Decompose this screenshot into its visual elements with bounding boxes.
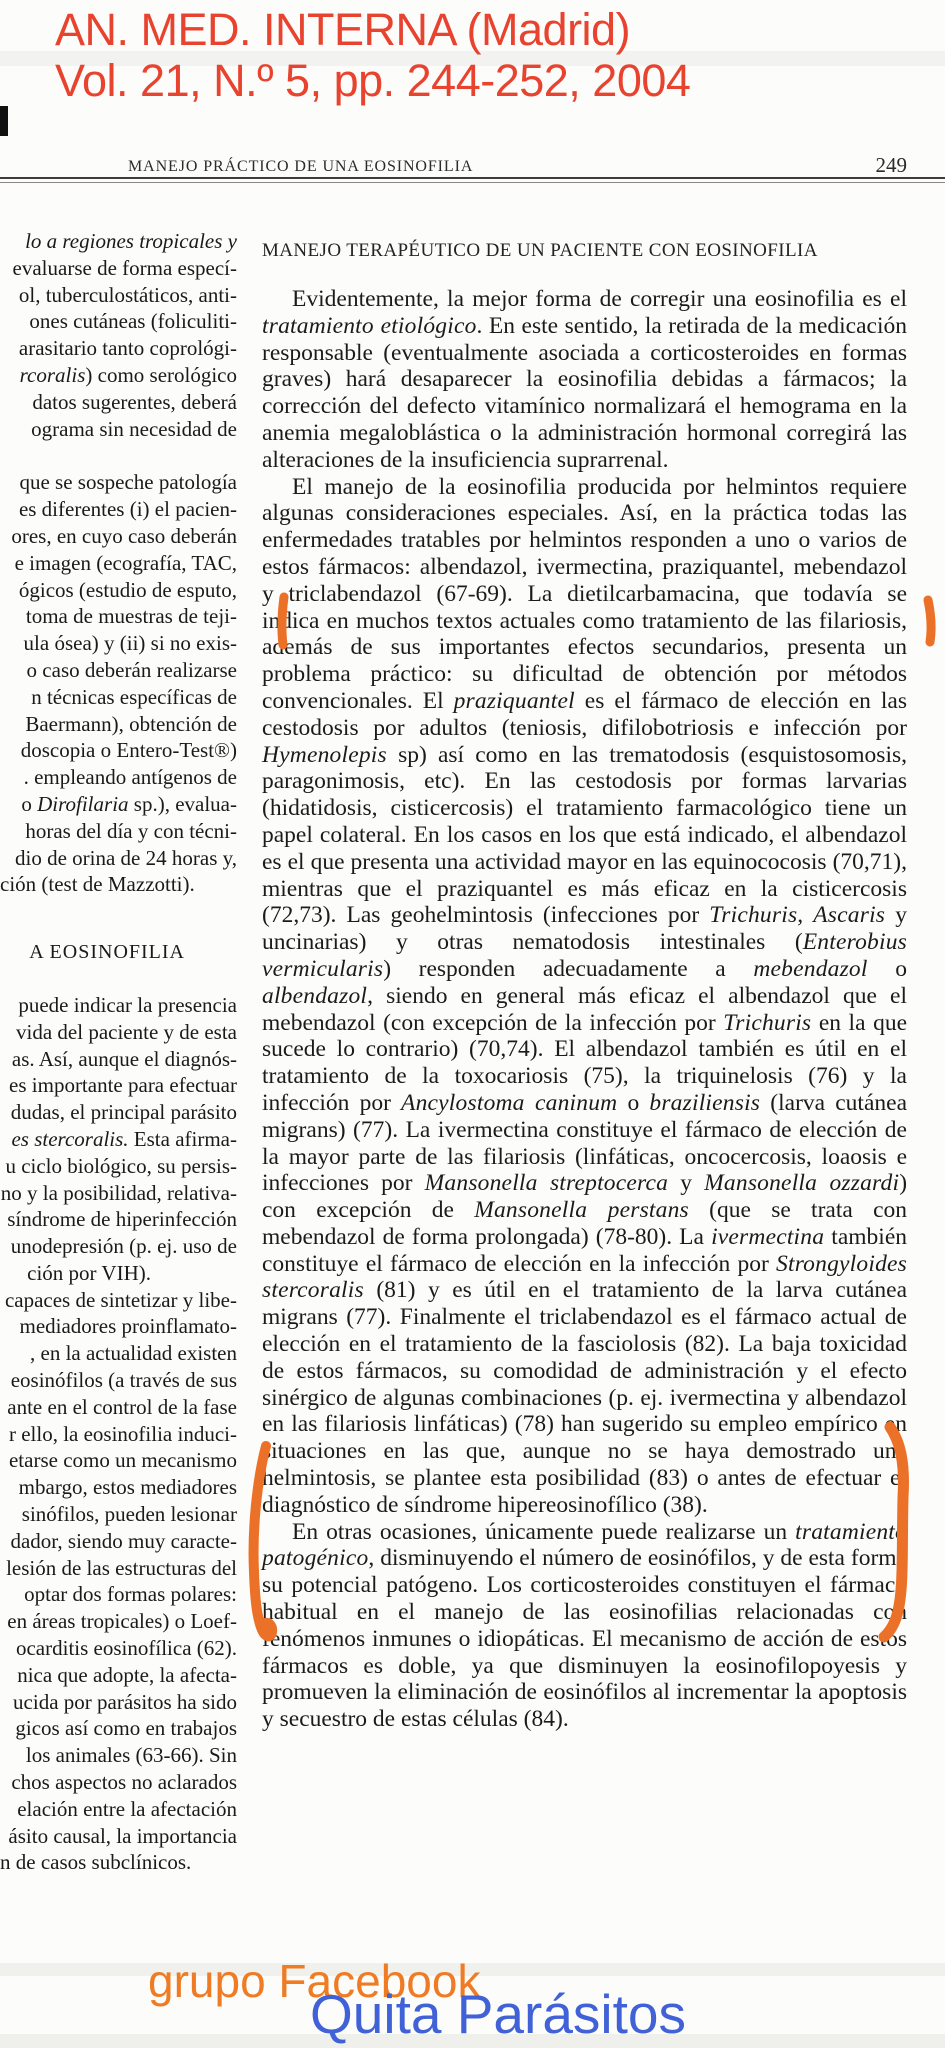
- italic-text: ivermectina: [711, 1223, 825, 1250]
- clipped-line: [0, 1313, 237, 1340]
- clipped-line: [0, 1662, 237, 1689]
- italic-text: praziquantel: [453, 687, 575, 714]
- italic-text: lo a regiones tropicales y: [25, 229, 237, 253]
- text-run: o: [867, 955, 907, 982]
- text-run: doscopia o Entero-Test®): [20, 738, 237, 763]
- clipped-line: [0, 1581, 237, 1608]
- text-run: chos aspectos no aclarados: [11, 1770, 237, 1795]
- text-run: unodepresión (p. ej. uso de: [10, 1234, 237, 1259]
- clipped-line: [0, 657, 237, 684]
- text-run: as. Así, aunque el diagnós-: [11, 1046, 237, 1071]
- text-run: ógicos (estudio de esputo,: [18, 577, 237, 602]
- running-title: MANEJO PRÁCTICO DE UNA EOSINOFILIA: [128, 158, 474, 175]
- text-run: ocarditis eosinofílica (62).: [15, 1636, 237, 1661]
- text-run: dador, siendo muy caracte-: [10, 1528, 237, 1553]
- clipped-line: [0, 1635, 237, 1662]
- clipped-line: [0, 1501, 237, 1528]
- text-run: ograma sin necesidad de: [31, 416, 237, 441]
- highlight-stroke-right-small: [928, 600, 931, 642]
- text-run: ción por VIH).: [27, 1260, 151, 1285]
- text-run: no y la posibilidad, relativa-: [0, 1180, 237, 1205]
- left-section-heading: A EOSINOFILIA: [29, 941, 185, 964]
- clipped-line: [0, 711, 237, 738]
- clipped-line: [0, 1287, 237, 1314]
- clipped-line: [0, 684, 237, 711]
- italic-text: Hymenolepis: [262, 741, 387, 768]
- clipped-line: [0, 1072, 237, 1099]
- clipped-line: [0, 845, 237, 872]
- text-run: eosinófilos (a través de sus: [10, 1368, 237, 1393]
- text-run: (que se trata con mebendazol de forma prolongada) (78-80). La: [262, 1197, 907, 1250]
- italic-text: mebendazol: [753, 955, 868, 982]
- italic-text: braziliensis: [649, 1089, 761, 1116]
- clipped-line: [0, 1474, 237, 1501]
- clipped-line: [0, 362, 237, 389]
- clipped-line: [0, 603, 237, 630]
- text-run: ores, en cuyo caso deberán: [11, 523, 237, 548]
- page-number: 249: [875, 153, 907, 177]
- text-run: ) responden adecuadamente a: [383, 955, 754, 982]
- text-run: es el fármaco de elección en las cestodosis por adultos (teniosis, difilobotriosis e infección por: [262, 687, 907, 741]
- text-run: . empleando antígenos de: [23, 765, 237, 790]
- clipped-line: [0, 630, 237, 657]
- left-column: [0, 228, 237, 1876]
- right-column: [262, 240, 907, 1733]
- italic-text: albendazol: [262, 982, 368, 1009]
- clipped-line: [0, 1555, 237, 1582]
- text-run: , siendo en general más eficaz el albendazol que el mebendazol (con excepción de la infección por: [262, 982, 907, 1036]
- text-run: ones cutáneas (foliculiti-: [29, 309, 237, 334]
- text-run: dio de orina de 24 horas y,: [15, 845, 237, 870]
- paragraph: [262, 286, 907, 474]
- clipped-line: [0, 737, 237, 764]
- clipped-line: [0, 1689, 237, 1716]
- text-run: o caso deberán realizarse: [26, 657, 237, 682]
- text-run: ula ósea) y (ii) si no exis-: [23, 631, 237, 656]
- clipped-line: [0, 1046, 237, 1073]
- text-run: ásito causal, la importancia: [8, 1823, 237, 1848]
- text-run: Baermann), obtención de: [25, 711, 237, 736]
- text-run: horas del día y con técni-: [25, 818, 237, 843]
- clipped-line: [0, 1608, 237, 1635]
- text-run: mbargo, estos mediadores: [18, 1475, 237, 1500]
- clipped-line: [0, 764, 237, 791]
- italic-text: tratamiento etiológico: [262, 312, 477, 339]
- text-run: gicos así como en trabajos: [15, 1716, 237, 1741]
- text-run: y: [668, 1170, 705, 1197]
- text-run: ucida por parásitos ha sido: [13, 1689, 237, 1714]
- text-run: sp) así como en las trematodosis (esquistosomosis, paragonimosis, etc). En las cestodosis por formas larvarias (hidatidosis, cisticercosis) el tratamiento farmacológico tiene un papel colateral. En los casos en los que está indicado, el albendazol es el que presenta una actividad mayor en las equinococosis (70,71), mientras que el praziquantel es más eficaz en la cisticercosis (72,73). Las geohelmintosis (infecciones por: [262, 741, 907, 929]
- text-run: ción (test de Mazzotti).: [0, 872, 195, 897]
- text-run: . En este sentido, la retirada de la medicación responsable (eventualmente asociada a corticosteroides en formas graves) hará desaparecer la eosinofilia debidas a fármacos; la corrección del defecto vitamínico normalizará el hemograma en la anemia megaloblástica o la administración hormonal corregirá las alteraciones de la insuficiencia suprarrenal.: [262, 312, 907, 473]
- text-run: etarse como un mecanismo: [8, 1448, 237, 1473]
- clipped-line: [0, 791, 237, 818]
- left-paragraph: [0, 1287, 237, 1877]
- paragraph: [262, 1519, 907, 1733]
- text-run: en áreas tropicales) o Loef-: [7, 1609, 237, 1634]
- clipped-line: [0, 496, 237, 523]
- text-run: u ciclo biológico, su persis-: [5, 1153, 237, 1178]
- text-run: que se sospeche patología: [19, 470, 237, 495]
- text-run: sinófilos, pueden lesionar: [21, 1502, 237, 1527]
- clipped-line: [0, 1340, 237, 1367]
- text-run: dudas, el principal parásito: [10, 1100, 237, 1125]
- journal-citation-line1: AN. MED. INTERNA (Madrid): [55, 4, 631, 55]
- text-run: (81) y es útil en el tratamiento de la larva cutánea migrans (77). Finalmente el triclabendazol es el fármaco actual de elección en el tratamiento de la fasciolosis (82). La baja toxicidad de estos fármacos, su comodidad de administración y el efecto sinérgico de algunas combinaciones (p. ej. ivermectina y albendazol en las filariosis linfáticas) (78) han sugerido su empleo empírico en situaciones en las que, aunque no se haya demostrado una helmintosis, se plantee esta posibilidad (83) o antes de efectuar el diagnóstico de síndrome hipereosinofílico (38).: [262, 1277, 907, 1518]
- clipped-line: [0, 1715, 237, 1742]
- brand-watermark: Quita Parásitos: [310, 1983, 687, 2045]
- clipped-line: [0, 1180, 237, 1207]
- text-run: o: [617, 1089, 650, 1116]
- text-run: r ello, la eosinofilia induci-: [8, 1421, 237, 1446]
- text-run: vida del paciente y de esta: [16, 1019, 237, 1044]
- clipped-line: [0, 1528, 237, 1555]
- text-run: n técnicas específicas de: [31, 684, 237, 709]
- clipped-line: [0, 577, 237, 604]
- right-column-paragraphs: [262, 286, 907, 1733]
- clipped-line: [0, 1260, 237, 1287]
- clipped-line: [0, 1367, 237, 1394]
- text-run: e imagen (ecografía, TAC,: [14, 550, 237, 575]
- clipped-line: [0, 1769, 237, 1796]
- text-run: nica que adopte, la afecta-: [17, 1662, 237, 1687]
- text-run: evaluarse de forma especí-: [12, 255, 237, 280]
- text-run: ol, tuberculostáticos, anti-: [18, 282, 237, 307]
- text-run: es diferentes (i) el pacien-: [18, 497, 237, 522]
- clipped-line: [0, 1849, 237, 1876]
- text-run: mediadores proinflamato-: [19, 1314, 237, 1339]
- facebook-group-label: grupo Facebook: [148, 1955, 481, 2007]
- text-run: El manejo de la eosinofilia producida por helmintos requiere algunas consideraciones especiales. Así, en la práctica todas las enfermedades tratables por helmintos responden a uno o varios de estos fármacos: albendazol, ivermectina, praziquantel, mebendazol y triclabendazol (67-69). La dietilcarbamacina, que todavía se indica en muchos textos actuales como tratamiento de las filariosis, además de sus importantes efectos secundarios, presenta un problema práctico: su dificultad de obtención por métodos convencionales. El: [262, 473, 907, 714]
- clipped-line: [0, 1126, 237, 1153]
- clipped-line: [0, 1099, 237, 1126]
- text-run: síndrome de hiperinfección: [7, 1207, 237, 1232]
- italic-text: Trichuris: [723, 1009, 812, 1036]
- clipped-line: [0, 1796, 237, 1823]
- clipped-line: [0, 469, 237, 496]
- clipped-line: [0, 308, 237, 335]
- text-run: y uncinarias) y otras nematodosis intestinales (: [262, 902, 908, 956]
- text-run: ante en el control de la fase: [7, 1394, 237, 1419]
- text-run: sp.), evalua-: [128, 791, 237, 816]
- clipped-line: [0, 1153, 237, 1180]
- left-paragraph: [0, 469, 237, 898]
- text-run: los animales (63-66). Sin: [25, 1743, 237, 1768]
- clipped-line: [0, 255, 237, 282]
- clipped-line: [0, 523, 237, 550]
- clipped-line: [0, 228, 237, 255]
- text-run: toma de muestras de teji-: [25, 604, 237, 629]
- italic-text: es stercoralis.: [11, 1126, 129, 1151]
- clipped-line: [0, 1823, 237, 1850]
- left-paragraph: [0, 992, 237, 1287]
- text-run: Evidentemente, la mejor forma de corregir una eosinofilia es el: [292, 286, 907, 312]
- text-run: , disminuyendo el número de eosinófilos, y de esta forma su potencial patógeno. Los corticosteroides constituyen el fármaco habitual en el manejo de las eosinofilias relacionadas con fenómenos inmunes o idiopáticas. El mecanismo de acción de estos fármacos es doble, ya que disminuyen la eosinofilopoyesis y promueven la eliminación de eosinófilos al incrementar la apoptosis y secuestro de estas células (84).: [262, 1545, 907, 1733]
- text-run: En otras ocasiones, únicamente puede realizarse un: [292, 1518, 796, 1545]
- italic-text: Ancylostoma caninum: [401, 1089, 618, 1116]
- scan-artifact-bar: [0, 106, 8, 136]
- clipped-line: [0, 282, 237, 309]
- text-run: puede indicar la presencia: [18, 992, 237, 1017]
- italic-text: Mansonella streptocerca: [424, 1170, 669, 1197]
- clipped-line: [0, 1206, 237, 1233]
- italic-text: Enterobius vermicularis: [262, 929, 907, 982]
- section-heading: MANEJO TERAPÉUTICO DE UN PACIENTE CON EOSINOFILIA: [262, 240, 818, 261]
- clipped-line: [0, 818, 237, 845]
- text-run: ) con excepción de: [262, 1170, 908, 1224]
- left-paragraph: [0, 228, 237, 442]
- header-rule: [0, 177, 945, 183]
- text-run: ) como serológico: [85, 362, 237, 387]
- clipped-line: [0, 871, 237, 898]
- clipped-line: [0, 1394, 237, 1421]
- clipped-line: [0, 1421, 237, 1448]
- paragraph: [262, 474, 907, 1519]
- italic-text: Mansonella perstans: [474, 1197, 689, 1224]
- italic-text: Strongyloides stercoralis: [262, 1250, 907, 1304]
- clipped-line: [0, 550, 237, 577]
- text-run: es importante para efectuar: [9, 1073, 237, 1098]
- text-run: lesión de las estructuras del: [6, 1555, 237, 1580]
- text-run: arasitario tanto coprológi-: [18, 336, 237, 361]
- text-run: también constituye el fármaco de elección en la infección por: [262, 1223, 907, 1277]
- italic-text: tratamiento patogénico: [262, 1518, 907, 1572]
- italic-text: Mansonella ozzardi: [704, 1170, 900, 1197]
- text-run: o: [21, 791, 38, 816]
- clipped-line: [0, 992, 237, 1019]
- clipped-line: [0, 1019, 237, 1046]
- text-run: Esta afirma-: [128, 1126, 237, 1151]
- text-run: capaces de sintetizar y libe-: [4, 1287, 237, 1312]
- text-run: en la que sucede lo contrario) (70,74). El albendazol también es útil en el tratamiento de la toxocariosis (75), la triquinelosis (76) y la infección por: [262, 1009, 907, 1116]
- italic-text: Dirofilaria: [37, 791, 129, 816]
- clipped-line: [0, 1447, 237, 1474]
- journal-citation-line2: Vol. 21, N.º 5, pp. 244-252, 2004: [55, 55, 691, 106]
- italic-text: Trichuris, Ascaris: [709, 902, 886, 929]
- text-run: optar dos formas polares:: [24, 1582, 237, 1607]
- clipped-line: [0, 335, 237, 362]
- clipped-line: [0, 416, 237, 443]
- text-run: elación entre la afectación: [17, 1796, 237, 1821]
- text-run: (larva cutánea migrans) (77). La ivermectina constituye el fármaco de elección de la mayor parte de las filariosis (linfáticas, oncocercosis, loaosis e infecciones por: [262, 1089, 907, 1197]
- clipped-line: [0, 1742, 237, 1769]
- text-run: , en la actualidad existen: [30, 1341, 237, 1366]
- text-run: n de casos subclínicos.: [0, 1850, 192, 1875]
- text-run: datos sugerentes, deberá: [32, 389, 237, 414]
- italic-text: rcoralis: [19, 362, 86, 387]
- clipped-line: [0, 389, 237, 416]
- clipped-line: [0, 1233, 237, 1260]
